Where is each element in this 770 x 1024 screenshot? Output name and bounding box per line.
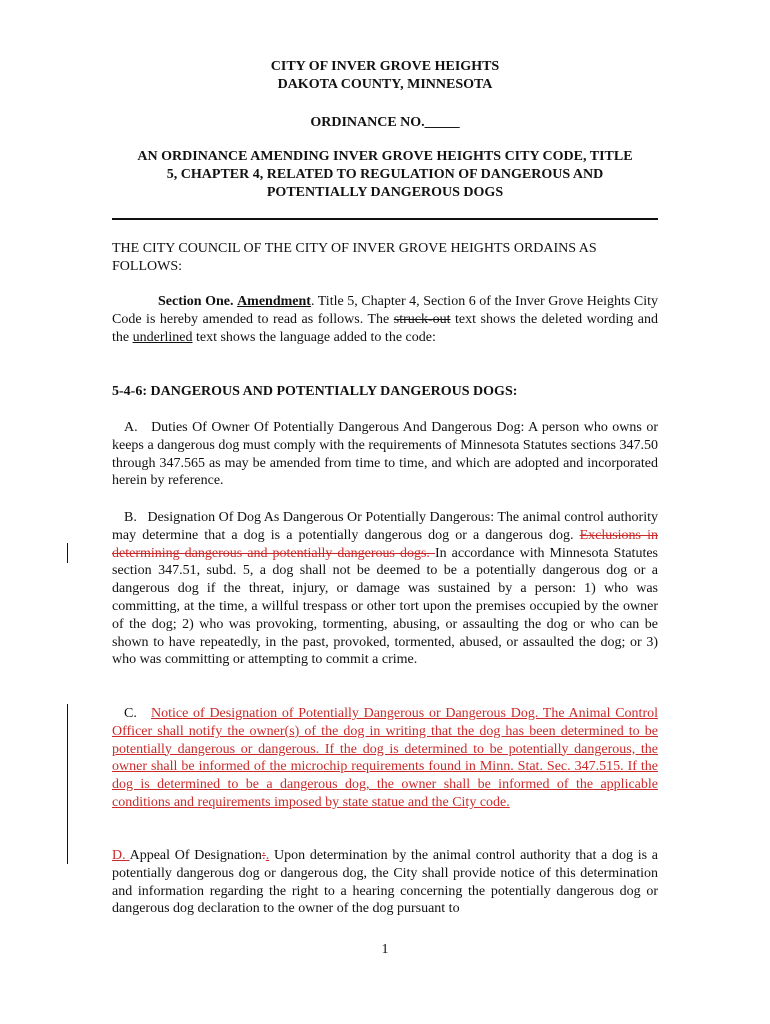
paragraph-d-text: Upon determination by the animal control authority that a dog is a potentially dangerous dog or dangerous dog, the City shall provide notice of this determination and information regarding the right to a hearing concerning the potentially dangerous dog or dangerous dog declaration to the owner of the dog pursuant to <box>112 848 659 917</box>
ordinance-blank: _____ <box>424 115 460 130</box>
paragraph-d-added-period: . <box>265 848 270 863</box>
ordinance-number <box>112 114 658 132</box>
title-line-2: 5, CHAPTER 4, RELATED TO REGULATION OF DANGEROUS AND <box>166 167 604 182</box>
paragraph-d-letter: D. <box>112 848 130 863</box>
section-one-text-b: text shows the deleted wording and the <box>112 311 658 345</box>
paragraph-c-letter: C. <box>124 706 137 721</box>
paragraph-a-text: Duties Of Owner Of Potentially Dangerous And Dangerous Dog: A person who owns or keeps a dangerous dog must comply with the requirements of Minnesota Statutes sections 347.50 through 347.565 as may be amended from time to time, and which are adopted and incorporated herein by reference. <box>112 420 658 489</box>
struck-out-example: struck-out <box>393 311 451 327</box>
section-one-label: Section One. <box>158 294 234 309</box>
header-line-city: CITY OF INVER GROVE HEIGHTS <box>270 59 500 74</box>
paragraph-b <box>112 509 658 669</box>
paragraph-c-text: Notice of Designation of Potentially Dangerous or Dangerous Dog. The Animal Control Officer shall notify the owner(s) of the dog in writing that the dog has been determined to be potentially dangerous or dangerous. If the dog is determined to be potentially dangerous, the owner shall be informed of the microchip requirements found in Minn. Stat. Sec. 347.515. If the dog is determined to be a dangerous dog, the owner shall be informed of the applicable conditions and requirements imposed by state statue and the City code. <box>112 706 658 810</box>
header-line-county: DAKOTA COUNTY, MINNESOTA <box>277 77 493 92</box>
title-divider <box>112 218 658 220</box>
paragraph-c <box>112 705 658 812</box>
section-one-text-a: . Title 5, Chapter 4, Section 6 of the Inver Grove Heights City Code is hereby amended to read as follows. The <box>112 294 659 327</box>
paragraph-a-letter: A. <box>124 420 138 435</box>
underlined-example: underlined <box>132 329 193 345</box>
paragraph-d-deleted-colon: : <box>261 848 266 863</box>
ordinance-label: ORDINANCE NO. <box>310 115 425 130</box>
paragraph-b-letter: B. <box>124 510 137 525</box>
paragraph-b-deleted: Exclusions in determining dangerous and potentially dangerous dogs. <box>112 527 658 561</box>
title-line-3: POTENTIALLY DANGEROUS DOGS <box>266 185 504 200</box>
paragraph-d-heading: Appeal Of Designation <box>129 848 262 863</box>
change-bar-b <box>67 543 68 563</box>
paragraph-b-text-a: Designation Of Dog As Dangerous Or Potentially Dangerous: The animal control authority may determine that a dog is a potentially dangerous dog or a dangerous dog. <box>112 510 658 543</box>
header-city <box>112 58 658 94</box>
ordinance-title <box>112 148 658 202</box>
paragraph-a <box>112 419 658 490</box>
preamble: THE CITY COUNCIL OF THE CITY OF INVER GROVE HEIGHTS ORDAINS AS FOLLOWS: <box>112 241 597 274</box>
paragraph-b-text-b: In accordance with Minnesota Statutes section 347.51, subd. 5, a dog shall not be deemed to be a potentially dangerous dog or a dangerous dog if the threat, injury, or damage was sustained by a person: 1) who was committing, at the time, a willful trespass or other tort upon the premises occupied by the owner of the dog; 2) who was provoking, tormenting, abusing, or assaulting the dog or who can be shown to have repeatedly, in the past, provoked, tormented, abused, or assaulted the dog; or 3) who was committing or attempting to commit a crime. <box>112 545 659 668</box>
paragraph-d <box>112 847 658 918</box>
title-line-1: AN ORDINANCE AMENDING INVER GROVE HEIGHTS CITY CODE, TITLE <box>137 149 633 164</box>
section-one <box>112 293 658 346</box>
change-bar-c <box>67 704 68 864</box>
section-one-text-c: text shows the language added to the code: <box>192 329 436 345</box>
page-number: 1 <box>381 942 389 957</box>
section-one-heading: Amendment <box>237 294 311 309</box>
section-heading: 5-4-6: DANGEROUS AND POTENTIALLY DANGEROUS DOGS: <box>112 384 518 399</box>
